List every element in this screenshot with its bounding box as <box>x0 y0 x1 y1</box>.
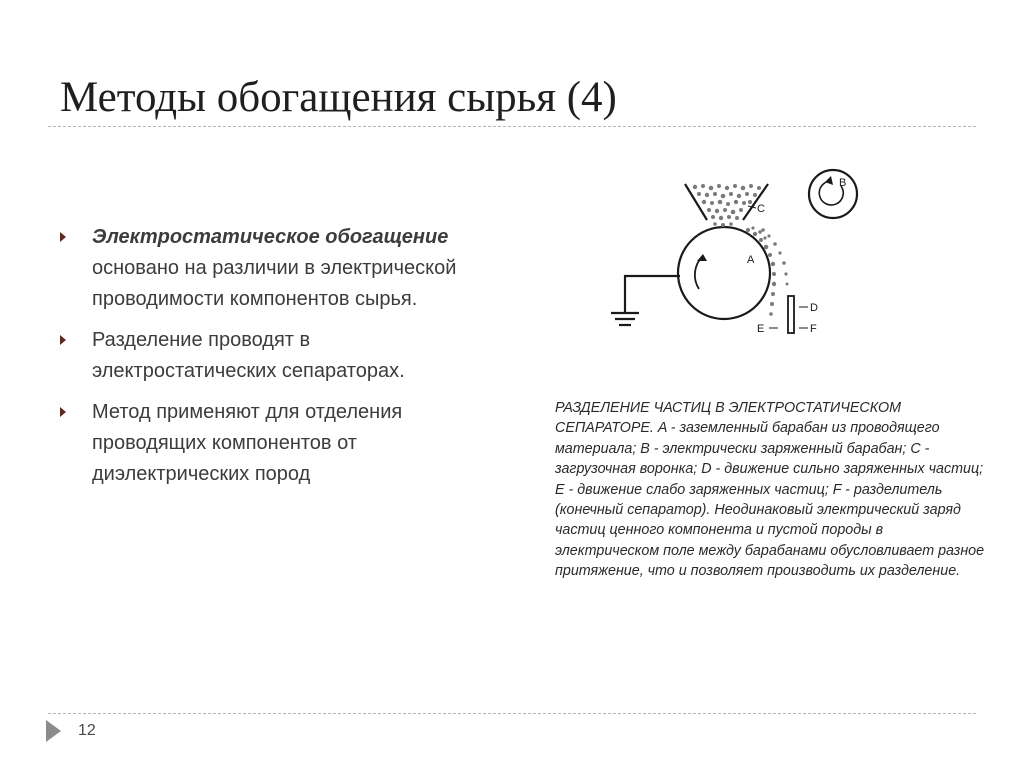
bullet-text: Метод применяют для отделения проводящих компонентов от диэлектрических пород <box>92 401 403 485</box>
label-b: B <box>839 177 847 189</box>
particles <box>693 184 789 316</box>
slide-title: Методы обогащения сырья (4) <box>60 74 617 121</box>
bullet-arrow-icon <box>60 335 66 345</box>
bullet-text: Разделение проводят в электростатических сепараторах. <box>92 329 405 382</box>
bullet-arrow-icon <box>60 407 66 417</box>
bullet-item <box>60 397 480 490</box>
separator-diagram <box>603 168 868 343</box>
figure-caption: РАЗДЕЛЕНИЕ ЧАСТИЦ В ЭЛЕКТРОСТАТИЧЕСКОМ СЕПАРАТОРЕ. A - заземленный барабан из проводящего материала; B - электрически заряженный барабан; C - загрузочная воронка; D - движение сильно заряженных частиц; E - движение слабо заряженных частиц; F - разделитель (конечный сепаратор). Неодинаковый электрический заряд частиц ценного компонента и пустой породы в электрическом поле между барабанами обусловливает разное притяжение, что и позволяет производить их разделение. <box>555 400 985 580</box>
grounded-drum <box>678 227 770 319</box>
label-f: F <box>810 323 817 335</box>
bullet-text: основано на различии в электрической проводимости компонентов сырья. <box>92 257 457 310</box>
bullet-item <box>60 222 480 315</box>
bullet-arrow-icon <box>60 232 66 242</box>
ground-wire <box>625 276 680 313</box>
bullet-list <box>60 222 480 500</box>
label-d: D <box>810 302 818 314</box>
label-a: A <box>747 254 755 266</box>
charged-drum <box>809 170 857 218</box>
title-divider <box>48 126 976 127</box>
label-c: C <box>757 203 765 215</box>
label-e: E <box>757 323 765 335</box>
page-triangle-icon <box>46 720 61 742</box>
page-number: 12 <box>78 722 96 739</box>
bullet-emphasis: Электростатическое обогащение <box>92 226 449 248</box>
bullet-item <box>60 325 480 387</box>
separator-plate <box>788 296 794 333</box>
footer-divider <box>48 713 976 714</box>
